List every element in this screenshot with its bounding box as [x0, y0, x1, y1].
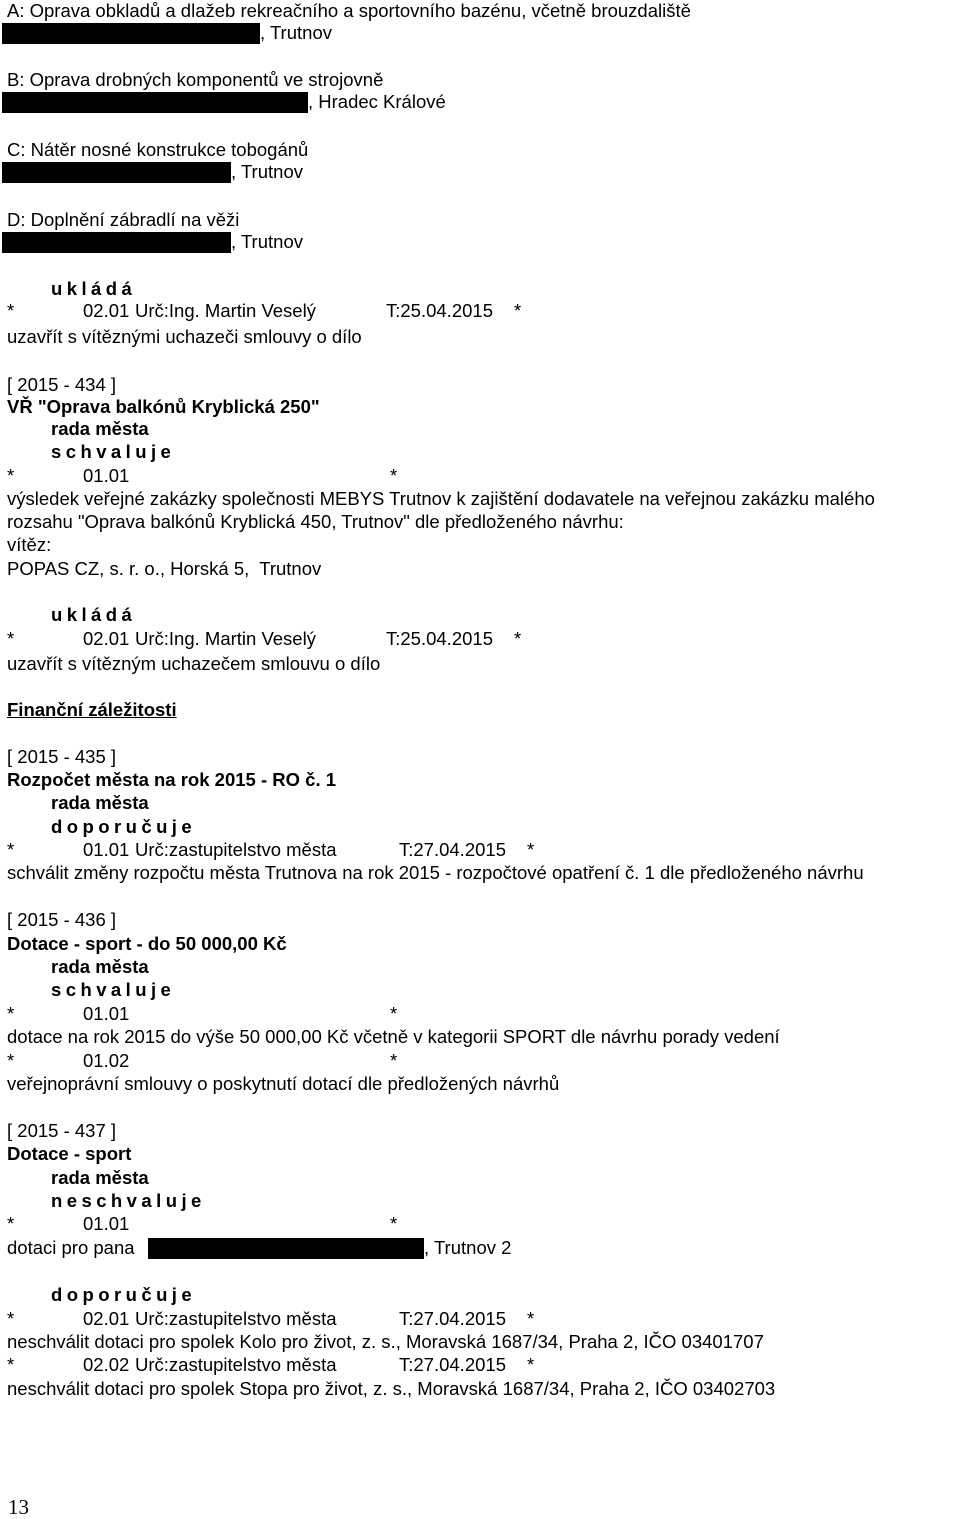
- task-number: 02.02: [83, 1354, 130, 1375]
- verb-schvaluje: schvaluje: [51, 441, 176, 462]
- task-text: uzavřít s vítězným uchazečem smlouvu o dílo: [7, 653, 381, 674]
- page-number: 13: [8, 1495, 29, 1519]
- resolution-title: Rozpočet města na rok 2015 - RO č. 1: [7, 769, 337, 790]
- task-star: *: [7, 839, 15, 860]
- section-heading: Finanční záležitosti: [7, 699, 177, 720]
- task-star: *: [7, 300, 15, 321]
- rada-mesta-label: rada města: [51, 792, 149, 813]
- task-responsible: Urč:zastupitelstvo města: [135, 1354, 337, 1375]
- task-star: *: [527, 1354, 535, 1375]
- resolution-id: [ 2015 - 437 ]: [7, 1120, 117, 1141]
- body-text: vítěz:: [7, 534, 52, 555]
- body-text: výsledek veřejné zakázky společnosti MEBYS Trutnov k zajištění dodavatele na veřejnou zakázku malého: [7, 488, 875, 509]
- task-star: *: [7, 1213, 15, 1234]
- body-text: POPAS CZ, s. r. o., Horská 5, Trutnov: [7, 558, 322, 579]
- task-star: *: [390, 465, 398, 486]
- item-number: 01.01: [83, 465, 130, 486]
- body-text: veřejnoprávní smlouvy o poskytnutí dotací dle předložených návrhů: [7, 1073, 560, 1094]
- resolution-title: VŘ "Oprava balkónů Kryblická 250": [7, 396, 320, 417]
- redaction-bar: [2, 92, 308, 113]
- verb-neschvaluje: neschvaluje: [51, 1190, 206, 1211]
- item-b-title: B: Oprava drobných komponentů ve strojovně: [7, 69, 384, 90]
- task-text: uzavřít s vítěznými uchazeči smlouvy o dílo: [7, 326, 362, 347]
- resolution-id: [ 2015 - 434 ]: [7, 374, 117, 395]
- resolution-title: Dotace - sport - do 50 000,00 Kč: [7, 933, 287, 954]
- verb-doporucuje: doporučuje: [51, 1284, 197, 1305]
- redaction-bar: [2, 23, 260, 44]
- item-number: 01.02: [83, 1050, 130, 1071]
- item-a-title: A: Oprava obkladů a dlažeb rekreačního a sportovního bazénu, včetně brouzdaliště: [7, 0, 691, 21]
- task-text: neschválit dotaci pro spolek Stopa pro život, z. s., Moravská 1687/34, Praha 2, IČO 03402703: [7, 1378, 776, 1399]
- task-star: *: [514, 300, 522, 321]
- redaction-bar: [2, 232, 231, 253]
- rada-mesta-label: rada města: [51, 956, 149, 977]
- item-d-location: , Trutnov: [231, 231, 303, 252]
- verb-doporucuje: doporučuje: [51, 816, 197, 837]
- task-star: *: [7, 1308, 15, 1329]
- task-number: 02.01: [83, 300, 130, 321]
- item-c-title: C: Nátěr nosné konstrukce tobogánů: [7, 139, 309, 160]
- resolution-id: [ 2015 - 436 ]: [7, 909, 117, 930]
- task-deadline: T:27.04.2015: [399, 1308, 506, 1329]
- task-deadline: T:25.04.2015: [386, 628, 493, 649]
- redaction-bar: [2, 162, 231, 183]
- task-deadline: T:27.04.2015: [399, 1354, 506, 1375]
- body-text: dotaci pro pana: [7, 1237, 135, 1258]
- task-star: *: [390, 1003, 398, 1024]
- task-star: *: [7, 1050, 15, 1071]
- verb-uklada: ukládá: [51, 604, 137, 625]
- verb-schvaluje: schvaluje: [51, 979, 176, 1000]
- item-number: 01.01: [83, 1003, 130, 1024]
- item-d-title: D: Doplnění zábradlí na věži: [7, 209, 240, 230]
- redaction-bar: [148, 1238, 424, 1259]
- task-star: *: [7, 628, 15, 649]
- resolution-id: [ 2015 - 435 ]: [7, 746, 117, 767]
- task-star: *: [7, 1354, 15, 1375]
- task-star: *: [527, 839, 535, 860]
- task-star: *: [7, 1003, 15, 1024]
- body-text: , Trutnov 2: [424, 1237, 512, 1258]
- task-responsible: Urč:Ing. Martin Veselý: [135, 628, 316, 649]
- task-text: schválit změny rozpočtu města Trutnova na rok 2015 - rozpočtové opatření č. 1 dle předloženého návrhu: [7, 862, 864, 883]
- task-responsible: Urč:Ing. Martin Veselý: [135, 300, 316, 321]
- task-deadline: T:25.04.2015: [386, 300, 493, 321]
- task-star: *: [514, 628, 522, 649]
- task-star: *: [527, 1308, 535, 1329]
- task-star: *: [390, 1050, 398, 1071]
- verb-uklada: ukládá: [51, 278, 137, 299]
- item-a-location: , Trutnov: [260, 22, 332, 43]
- task-responsible: Urč:zastupitelstvo města: [135, 1308, 337, 1329]
- item-c-location: , Trutnov: [231, 161, 303, 182]
- task-star: *: [390, 1213, 398, 1234]
- rada-mesta-label: rada města: [51, 1167, 149, 1188]
- task-number: 02.01: [83, 628, 130, 649]
- task-star: *: [7, 465, 15, 486]
- item-b-location: , Hradec Králové: [308, 91, 446, 112]
- task-responsible: Urč:zastupitelstvo města: [135, 839, 337, 860]
- body-text: dotace na rok 2015 do výše 50 000,00 Kč včetně v kategorii SPORT dle návrhu porady vedení: [7, 1026, 780, 1047]
- task-deadline: T:27.04.2015: [399, 839, 506, 860]
- task-text: neschválit dotaci pro spolek Kolo pro život, z. s., Moravská 1687/34, Praha 2, IČO 03401707: [7, 1331, 764, 1352]
- task-number: 02.01: [83, 1308, 130, 1329]
- task-number: 01.01: [83, 839, 130, 860]
- rada-mesta-label: rada města: [51, 418, 149, 439]
- body-text: rozsahu "Oprava balkónů Kryblická 450, Trutnov" dle předloženého návrhu:: [7, 511, 624, 532]
- item-number: 01.01: [83, 1213, 130, 1234]
- resolution-title: Dotace - sport: [7, 1143, 132, 1164]
